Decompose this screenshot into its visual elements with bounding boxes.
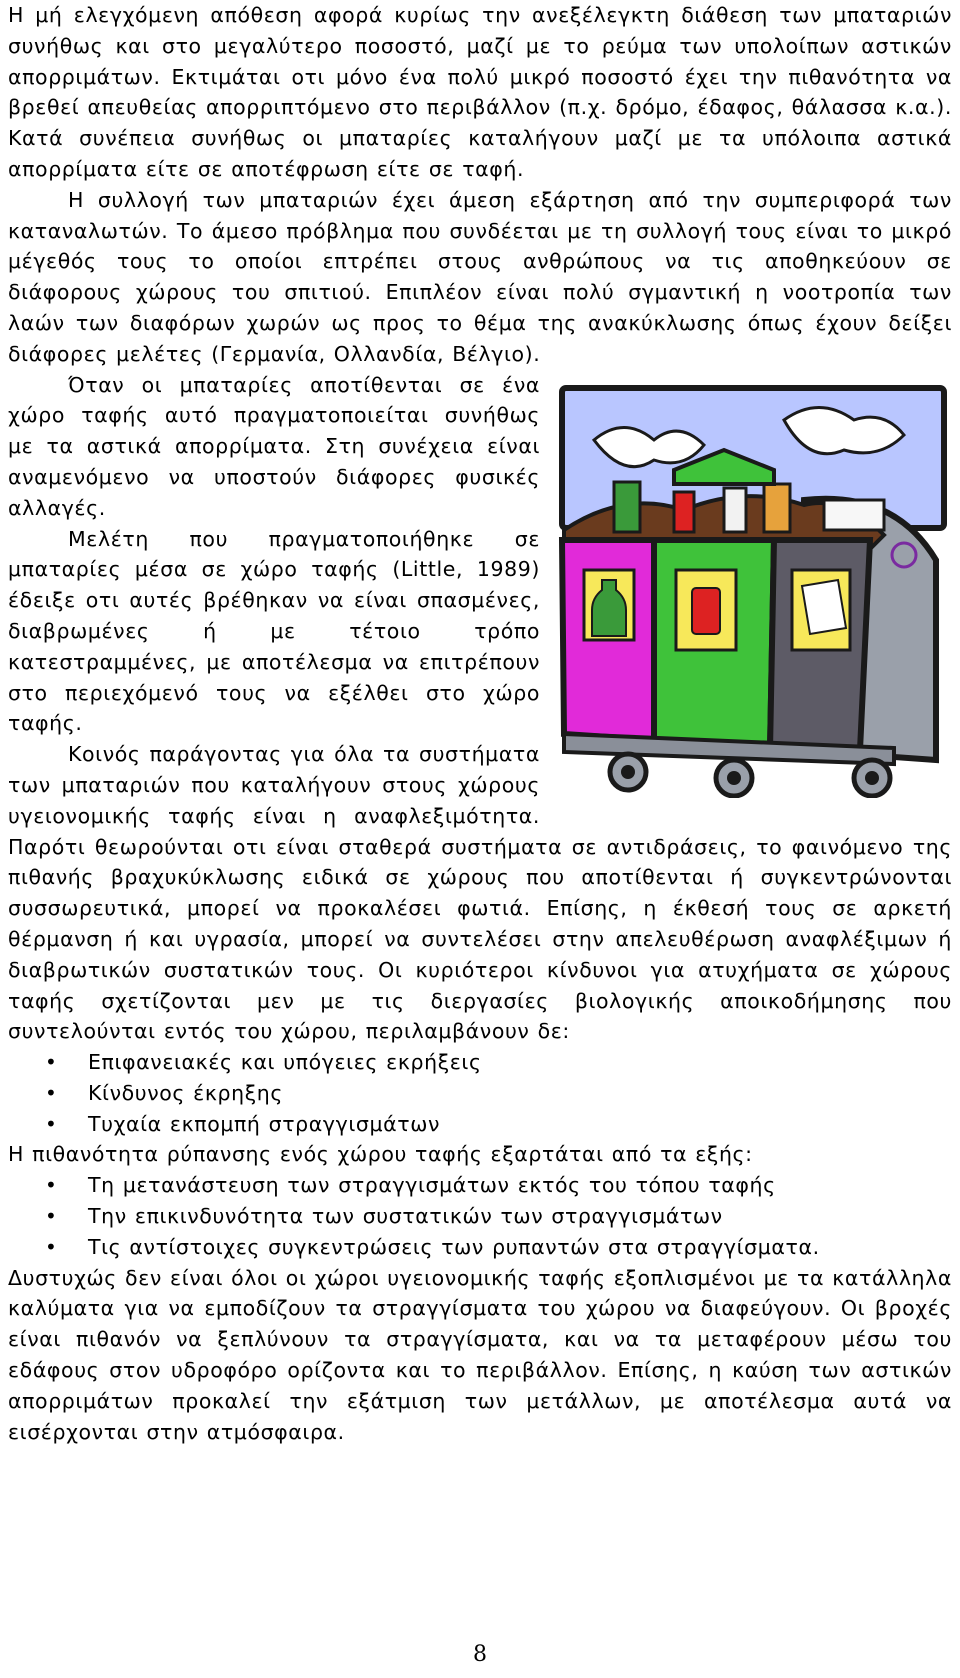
bullet: • (45, 1080, 58, 1105)
list-item (8, 1109, 952, 1140)
bullet: • (45, 1111, 58, 1136)
paragraph-7: Δυστυχώς δεν είναι όλοι οι χώροι υγειονομικής ταφής εξοπλισμένοι με τα κατάλληλα καλύματα για να εμποδίζουν τα στραγγίσματα του χώρου να διαφεύγουν. Οι βροχές είναι πιθανόν να ξεπλύνουν τα στραγγίσματα, και να τα μεταφέρουν μέσω του εδάφους στον υδροφόρο ορίζοντα και το περιβάλλον. Επίσης, η καύση των αστικών απορριμάτων προκαλεί την εξάτμιση των μετάλλων, με αποτέλεσμα αυτά να εισέρχονται στην ατμόσφαιρα. (8, 1265, 952, 1444)
paragraph-6: Η πιθανότητα ρύπανσης ενός χώρου ταφής εξαρτάται από τα εξής: (8, 1142, 753, 1167)
bullet: • (45, 1204, 58, 1229)
list-item-text: Τυχαία εκπομπή στραγγισμάτων (88, 1111, 441, 1136)
recycling-bins-illustration (554, 380, 952, 798)
body-text (8, 0, 952, 1447)
paragraph-5: Κοινός παράγοντας για όλα τα συστήματα των μπαταριών που καταλήγουν στους χώρους υγειονομικής ταφής είναι η αναφλεξιμότητα. Παρότι θεωρούνται οτι είναι σταθερά συστήματα σε αντιδράσεις, το φαινόμενο της πιθανής βραχυκύκλωσης ειδικά σε χώρους που αποτίθενται ή συγκεντρώνονται συσσωρευτικά, μπορεί να προκαλέσει φωτιά. Επίσης, η έκθεσή τους σε αρκετή θέρμανση ή και υγρασία, μπορεί να συντελέσει στην απελευθέρωση αναφλέξιμων ή διαβρωτικών συστατικών τους. Οι κυριότεροι κίνδυνοι για ατυχήματα σε χώρους ταφής σχετίζονται μεν με τις διεργασίες βιολογικής αποικοδήμησης που συντελούνται εντός του χώρου, περιλαμβάνουν δε: (8, 742, 952, 1044)
bullet: • (45, 1234, 58, 1259)
pollution-factors-list (8, 1170, 952, 1262)
bullet: • (45, 1050, 58, 1075)
paragraph-2: Η συλλογή των μπαταριών έχει άμεση εξάρτηση από την συμπεριφορά των καταναλωτών. Το άμεσο πρόβλημα που συνδέεται με τη συλλογή τους είναι το μικρό μέγεθός τους το οποίοι επτρέπει στους ανθρώπους να τις αποθηκεύουν σε διάφορους χώρους του σπιτιού. Επιπλέον είναι πολύ σγμαντική η νοοτροπία των λαών των διαφόρων χωρών ως προς το θέμα της ανακύκλωσης όπως έχουν δείξει διάφορες μελέτες (Γερμανία, Ολλανδία, Βέλγιο). (8, 187, 952, 366)
list-item-text: Επιφανειακές και υπόγειες εκρήξεις (88, 1050, 482, 1075)
list-item (8, 1170, 952, 1201)
hazards-list (8, 1047, 952, 1139)
list-item-text: Την επικινδυνότητα των συστατικών των στραγγισμάτων (88, 1204, 723, 1229)
paragraph-4: Μελέτη που πραγματοποιήθηκε σε μπαταρίες μέσα σε χώρο ταφής (Little, 1989) έδειξε οτι αυτές βρέθηκαν να είναι σπασμένες, διαβρωμένες ή με τέτοιο τρόπο κατεστραμμένες, με αποτέλεσμα να επιτρέπουν στο περιεχόμενό τους να εξέλθει στο χώρο ταφής. (8, 526, 540, 736)
page-number: 8 (473, 1642, 487, 1667)
list-item (8, 1201, 952, 1232)
list-item-text: Τη μετανάστευση των στραγγισμάτων εκτός του τόπου ταφής (88, 1173, 776, 1198)
list-item (8, 1047, 952, 1078)
bullet: • (45, 1173, 58, 1198)
paragraph-1: Η μή ελεγχόμενη απόθεση αφορά κυρίως την ανεξέλεγκτη διάθεση των μπαταριών συνήθως και στο μεγαλύτερο ποσοστό, μαζί με το ρεύμα των υπολοίπων αστικών απορριμάτων. Εκτιμάται οτι μόνο ένα πολύ μικρό ποσοστό έχει την πιθανότητα να βρεθεί απευθείας απορριπτόμενο στο περιβάλλον (π.χ. δρόμο, έδαφος, θάλασσα κ.α.). Κατά συνέπεια συνήθως οι μπαταρίες καταλήγουν μαζί με τα υπόλοιπα αστικά απορρίματα είτε σε αποτέφρωση είτε σε ταφή. (8, 3, 952, 181)
list-item-text: Τις αντίστοιχες συγκεντρώσεις των ρυπαντών στα στραγγίσματα. (88, 1234, 820, 1259)
list-item (8, 1232, 952, 1263)
list-item (8, 1078, 952, 1109)
paragraph-3: Όταν οι μπαταρίες αποτίθενται σε ένα χώρο ταφής αυτό πραγματοποιείται συνήθως με τα αστικά απορρίματα. Στη συνέχεια είναι αναμενόμενο να υποστούν διάφορες φυσικές αλλαγές. (8, 372, 540, 520)
list-item-text: Κίνδυνος έκρηξης (88, 1080, 283, 1105)
